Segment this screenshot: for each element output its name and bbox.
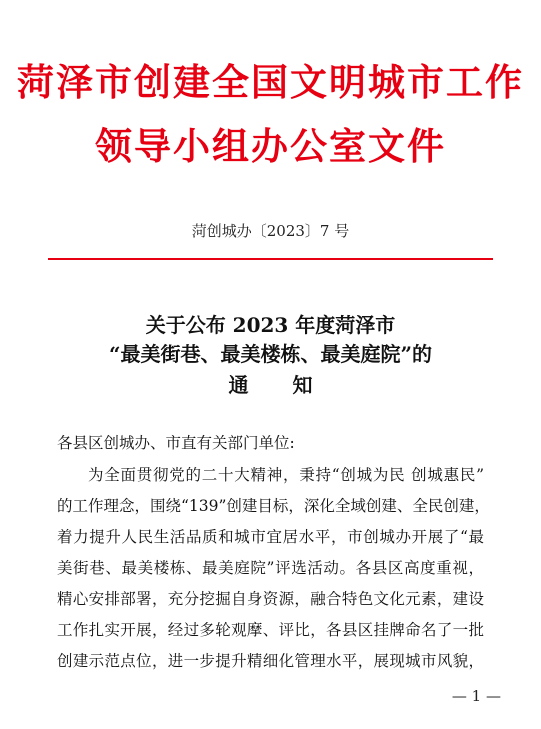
body-line: 的工作理念，围绕“139”创建目标，深化全域创建、全民创建， [57, 497, 490, 515]
notice-title-line1: 关于公布 2023 年度菏泽市 [145, 313, 396, 337]
salutation: 各县区创城办、市直有关部门单位: [57, 434, 295, 452]
body-line: 工作扎实开展，经过多轮观摩、评比，各县区挂牌命名了一批 [57, 621, 484, 639]
body-line: 着力提升人民生活品质和城市宜居水平，市创城办开展了“最 [57, 528, 484, 546]
red-divider-line [48, 258, 493, 260]
page-number: — 1 — [451, 687, 501, 705]
notice-title-line2: “最美街巷、最美楼栋、最美庭院”的 [108, 342, 432, 366]
header-title-line1: 菏泽市创建全国文明城市工作 [17, 60, 524, 104]
header-title-line2: 领导小组办公室文件 [95, 124, 446, 168]
document-number: 菏创城办〔2023〕7 号 [191, 222, 350, 240]
body-line: 美街巷、最美楼栋、最美庭院”评选活动。各县区高度重视， [57, 559, 484, 577]
body-line: 精心安排部署，充分挖掘自身资源，融合特色文化元素，建设 [57, 590, 484, 608]
notice-title-line3: 通知 [228, 373, 357, 397]
body-line: 为全面贯彻党的二十大精神，秉持“创城为民 创城惠民” [88, 466, 484, 484]
body-line: 创建示范点位，进一步提升精细化管理水平，展现城市风貌， [57, 652, 484, 670]
